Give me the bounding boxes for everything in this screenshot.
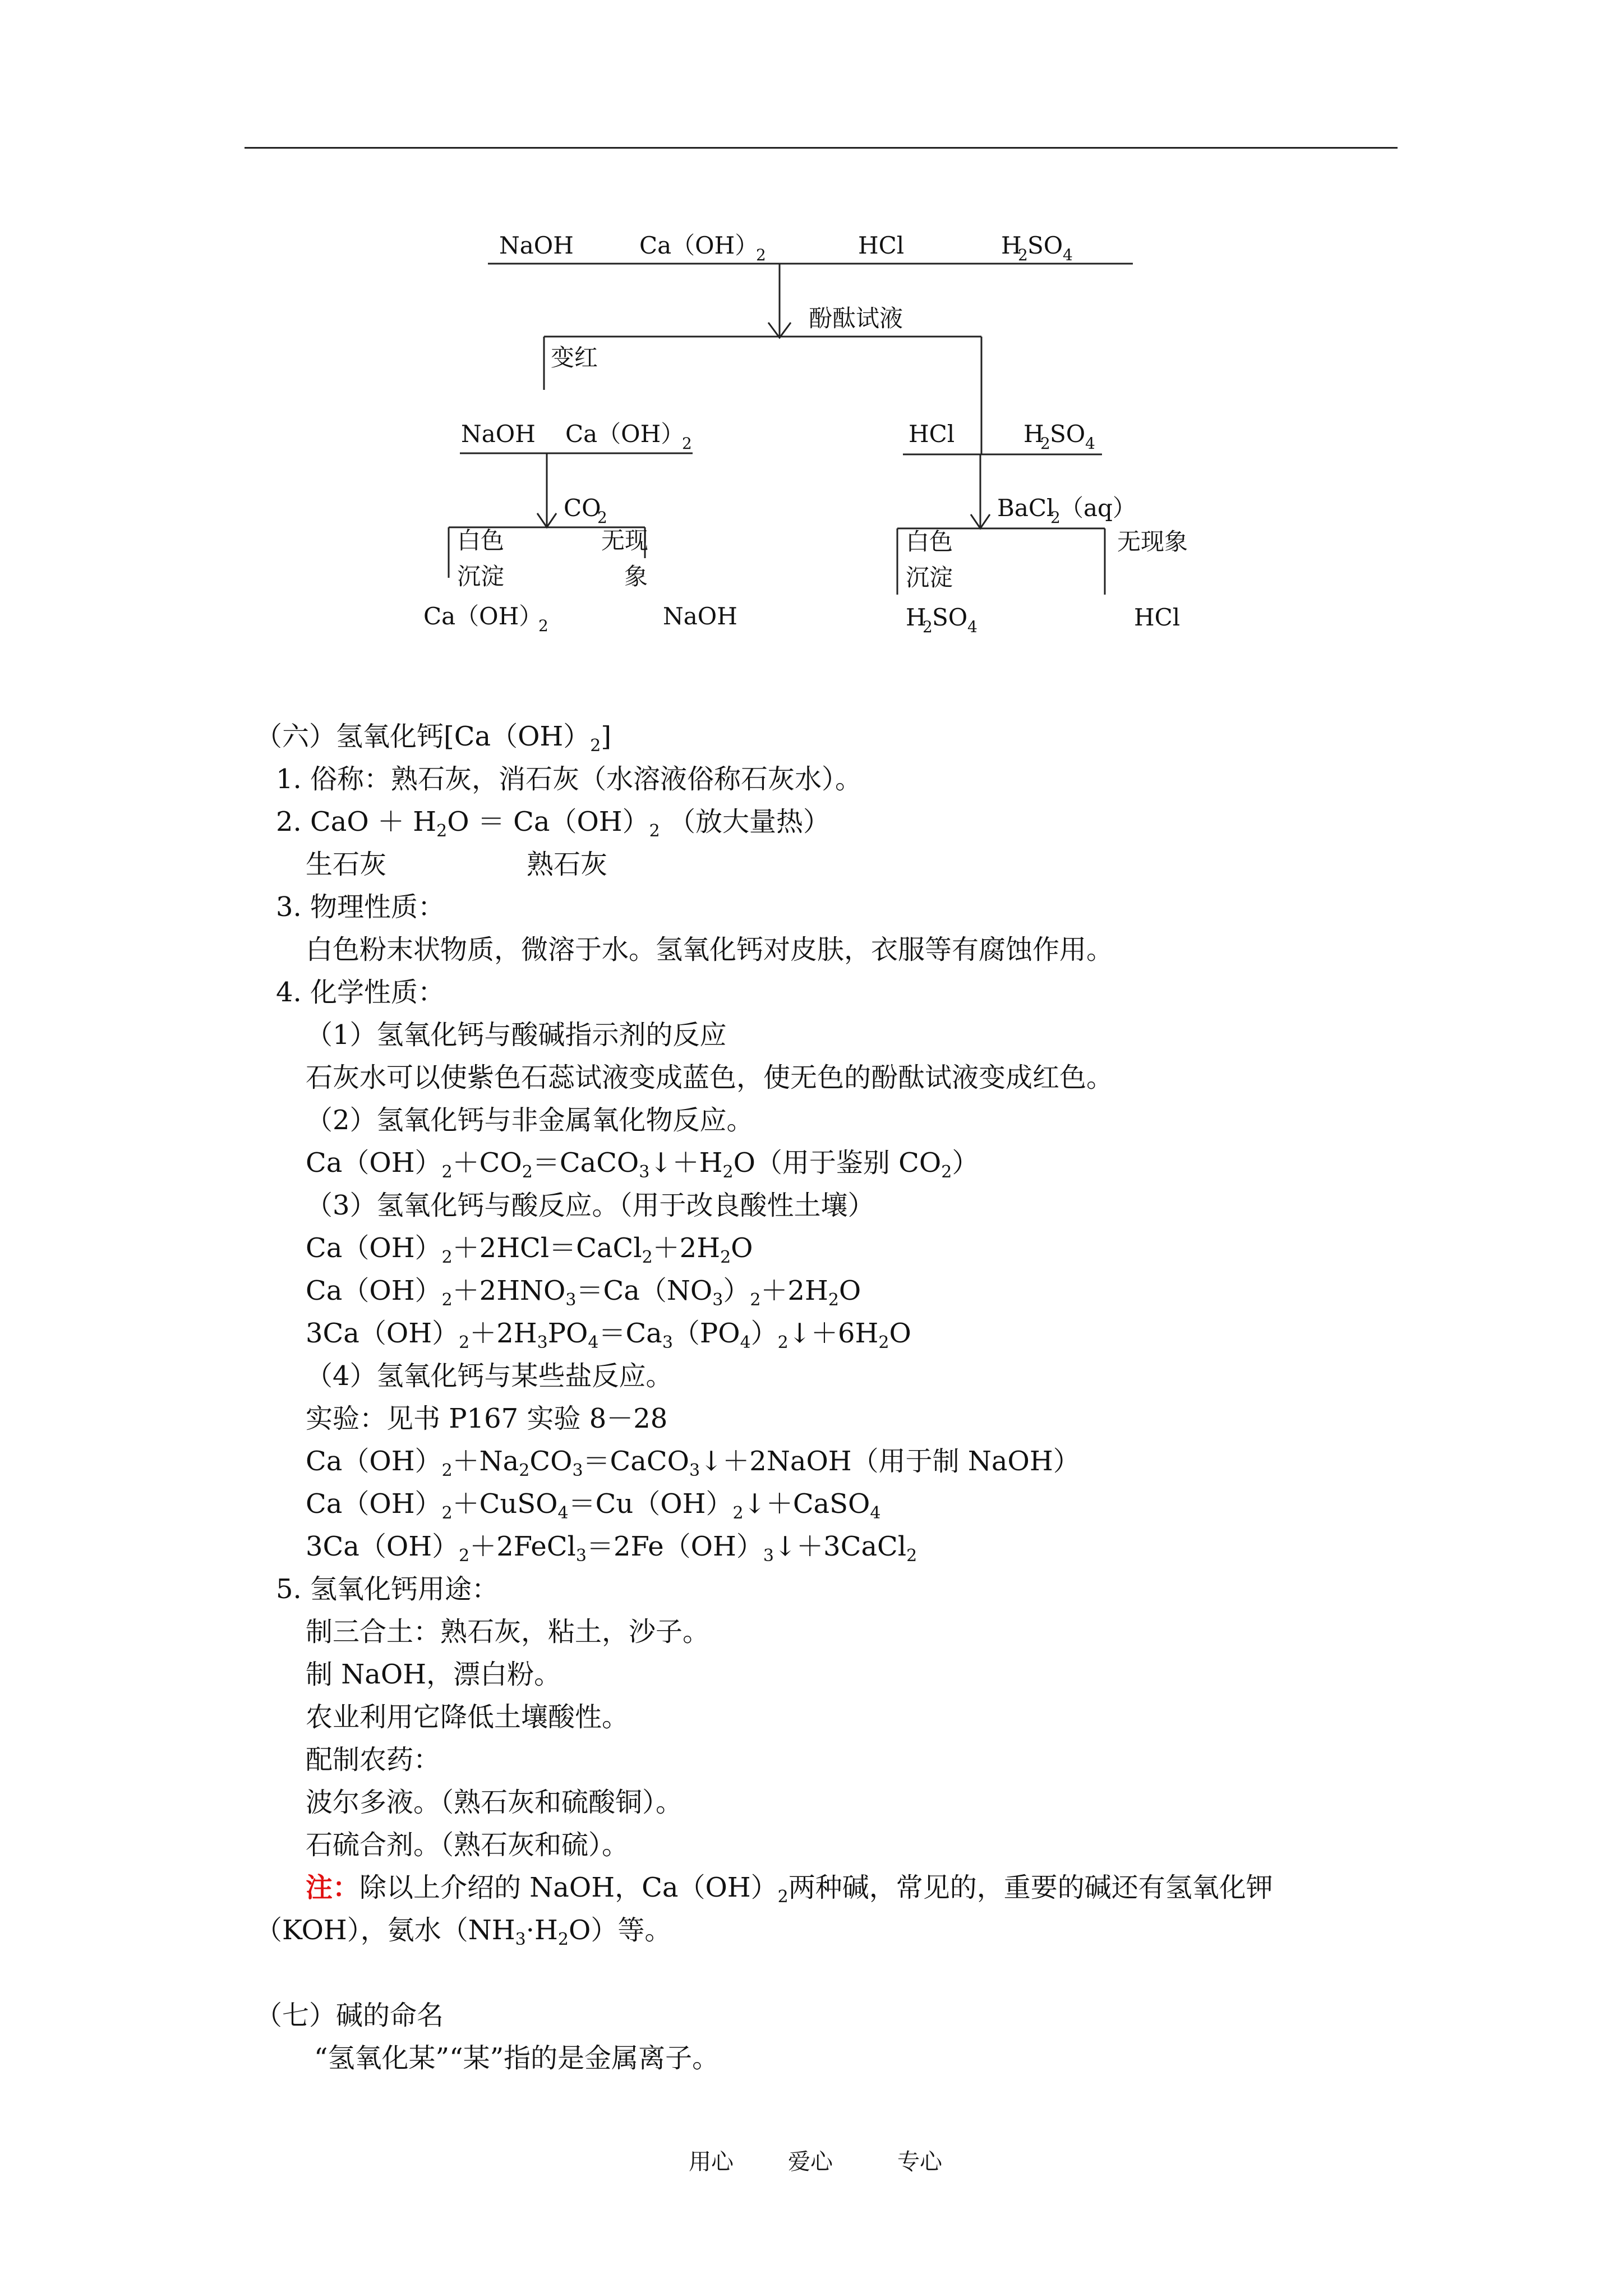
right-h2so4-so: SO xyxy=(1050,420,1086,448)
right-hcl: HCl xyxy=(909,420,955,448)
s6-item5: 5. 氢氧化钙用途： xyxy=(276,1573,499,1605)
reaction-flow-diagram xyxy=(409,213,1262,651)
left-result-white: 白色 xyxy=(457,527,505,554)
left-naoh: NaOH xyxy=(461,420,536,448)
reagent-bacl2-sub: 2 xyxy=(1050,508,1061,527)
use-1: 制三合土：熟石灰，粘土，沙子。 xyxy=(306,1616,710,1648)
s6-chem4: （4）氢氧化钙与某些盐反应。 xyxy=(306,1360,673,1392)
equation-na2co3: $Ca(OH)_2+Na_2CO_3=CaCO_3↓+2NaOH$（用于制 NaOH） xyxy=(306,1446,1080,1480)
reagent-bacl2-aq: （aq） xyxy=(1060,494,1136,522)
s6-item2-equation: 2. CaO ＋ $H_2O = Ca(OH)_2$ （放大量热） xyxy=(276,806,831,841)
final-caoh-sub: 2 xyxy=(538,616,548,635)
s6-item4: 4. 化学性质： xyxy=(276,977,445,1008)
note-label: 注： xyxy=(306,1872,360,1903)
s6-chem1-desc: 石灰水可以使紫色石蕊试液变成蓝色，使无色的酚酞试液变成红色。 xyxy=(306,1062,1114,1093)
final-h2so4-so: SO xyxy=(932,604,968,631)
final-h2so4-h: H xyxy=(906,604,926,631)
final-hcl: HCl xyxy=(1134,604,1181,631)
experiment-ref: 实验：见书 P167 实验 8－28 xyxy=(306,1403,668,1434)
left-caoh: Ca（OH） xyxy=(565,420,685,448)
equation-hcl: $Ca(OH)_2+2HCl=CaCl_2+2H_2O$ xyxy=(306,1232,753,1267)
s6-chem3: （3）氢氧化钙与酸反应。（用于改良酸性土壤） xyxy=(306,1190,875,1221)
equation-h3po4: $3Ca(OH)_2+2H_3PO_4=Ca_3(PO_4)_2↓+6H_2O$ xyxy=(306,1318,911,1352)
reagent-bacl2: BaCl xyxy=(997,494,1054,522)
final-caoh: Ca（OH） xyxy=(423,602,543,630)
final-h2so4-sub: 2 xyxy=(923,618,933,636)
right-result-white: 白色 xyxy=(906,528,953,555)
equation-hno3: $Ca(OH)_2+2HNO_3=Ca(NO_3)_2+2H_2O$ xyxy=(306,1275,861,1310)
top-h2so4-sub: 2 xyxy=(1018,246,1028,264)
section7-text: “氢氧化某”“某”指的是金属离子。 xyxy=(314,2042,720,2074)
right-h2so4-h: H xyxy=(1023,420,1044,448)
use-5: 波尔多液。（熟石灰和硫酸铜）。 xyxy=(306,1787,683,1818)
top-naoh: NaOH xyxy=(499,232,574,259)
use-4: 配制农药： xyxy=(306,1744,441,1775)
section6-heading: （六）氢氧化钙$[Ca(OH)_2]$ xyxy=(255,721,612,756)
s6-chem2: （2）氢氧化钙与非金属氧化物反应。 xyxy=(306,1105,754,1136)
left-result-none-a: 无现 xyxy=(601,527,649,554)
use-3: 农业利用它降低土壤酸性。 xyxy=(306,1701,629,1733)
equation-fecl3: $3Ca(OH)_2+2FeCl_3=2Fe(OH)_3↓+3CaCl_2$ xyxy=(306,1531,917,1566)
note-line1: 注：除以上介绍的 NaOH，$Ca(OH)_2$两种碱，常见的，重要的碱还有氢氧化钾 xyxy=(306,1872,1273,1907)
top-h2so4-so: SO xyxy=(1027,232,1063,259)
footer-word-1: 用心 xyxy=(689,2149,734,2175)
header-rule xyxy=(245,147,1398,149)
final-h2so4-sub2: 4 xyxy=(967,618,978,636)
equation-cuso4: $Ca(OH)_2+CuSO_4=Cu(OH)_2↓+CaSO_4$ xyxy=(306,1488,881,1523)
note-line2: （KOH），氨水$(NH_3\cdot H_2O)$等。 xyxy=(255,1915,672,1949)
s6-item2-names: 生石灰 熟石灰 xyxy=(306,849,608,880)
top-h2so4-sub2: 4 xyxy=(1063,246,1073,264)
footer-word-3: 专心 xyxy=(897,2149,942,2175)
top-h2so4-h: H xyxy=(1001,232,1022,259)
left-caoh-sub: 2 xyxy=(682,434,692,453)
right-result-none: 无现象 xyxy=(1117,528,1188,555)
use-2: 制 NaOH，漂白粉。 xyxy=(306,1659,561,1690)
right-result-precip: 沉淀 xyxy=(906,564,953,591)
final-naoh: NaOH xyxy=(663,602,737,630)
use-6: 石硫合剂。（熟石灰和硫）。 xyxy=(306,1829,629,1861)
top-caoh: Ca（OH） xyxy=(639,232,759,259)
label-turns-red: 变红 xyxy=(551,344,598,371)
reagent-phenolphthalein: 酚酞试液 xyxy=(809,305,903,332)
left-result-none-b: 象 xyxy=(624,563,648,590)
s6-item3: 3. 物理性质： xyxy=(276,891,445,923)
equation-co2: $Ca(OH)_2+CO_2=CaCO_3↓+H_2O$（用于鉴别 $CO_2$） xyxy=(306,1147,979,1182)
right-h2so4-sub: 2 xyxy=(1040,434,1050,453)
top-hcl: HCl xyxy=(858,232,905,259)
top-caoh-sub: 2 xyxy=(756,246,766,264)
s6-item3-desc: 白色粉末状物质，微溶于水。氢氧化钙对皮肤，衣服等有腐蚀作用。 xyxy=(306,934,1114,965)
footer-word-2: 爱心 xyxy=(788,2149,833,2175)
s6-item1: 1. 俗称：熟石灰，消石灰（水溶液俗称石灰水）。 xyxy=(276,763,863,795)
reagent-co2-sub: 2 xyxy=(597,508,607,527)
s6-chem1: （1）氢氧化钙与酸碱指示剂的反应 xyxy=(306,1019,727,1051)
left-result-precip: 沉淀 xyxy=(457,563,505,590)
reagent-co2: CO xyxy=(564,494,601,522)
section7-heading: （七）碱的命名 xyxy=(255,2000,444,2031)
right-h2so4-sub2: 4 xyxy=(1085,434,1095,453)
